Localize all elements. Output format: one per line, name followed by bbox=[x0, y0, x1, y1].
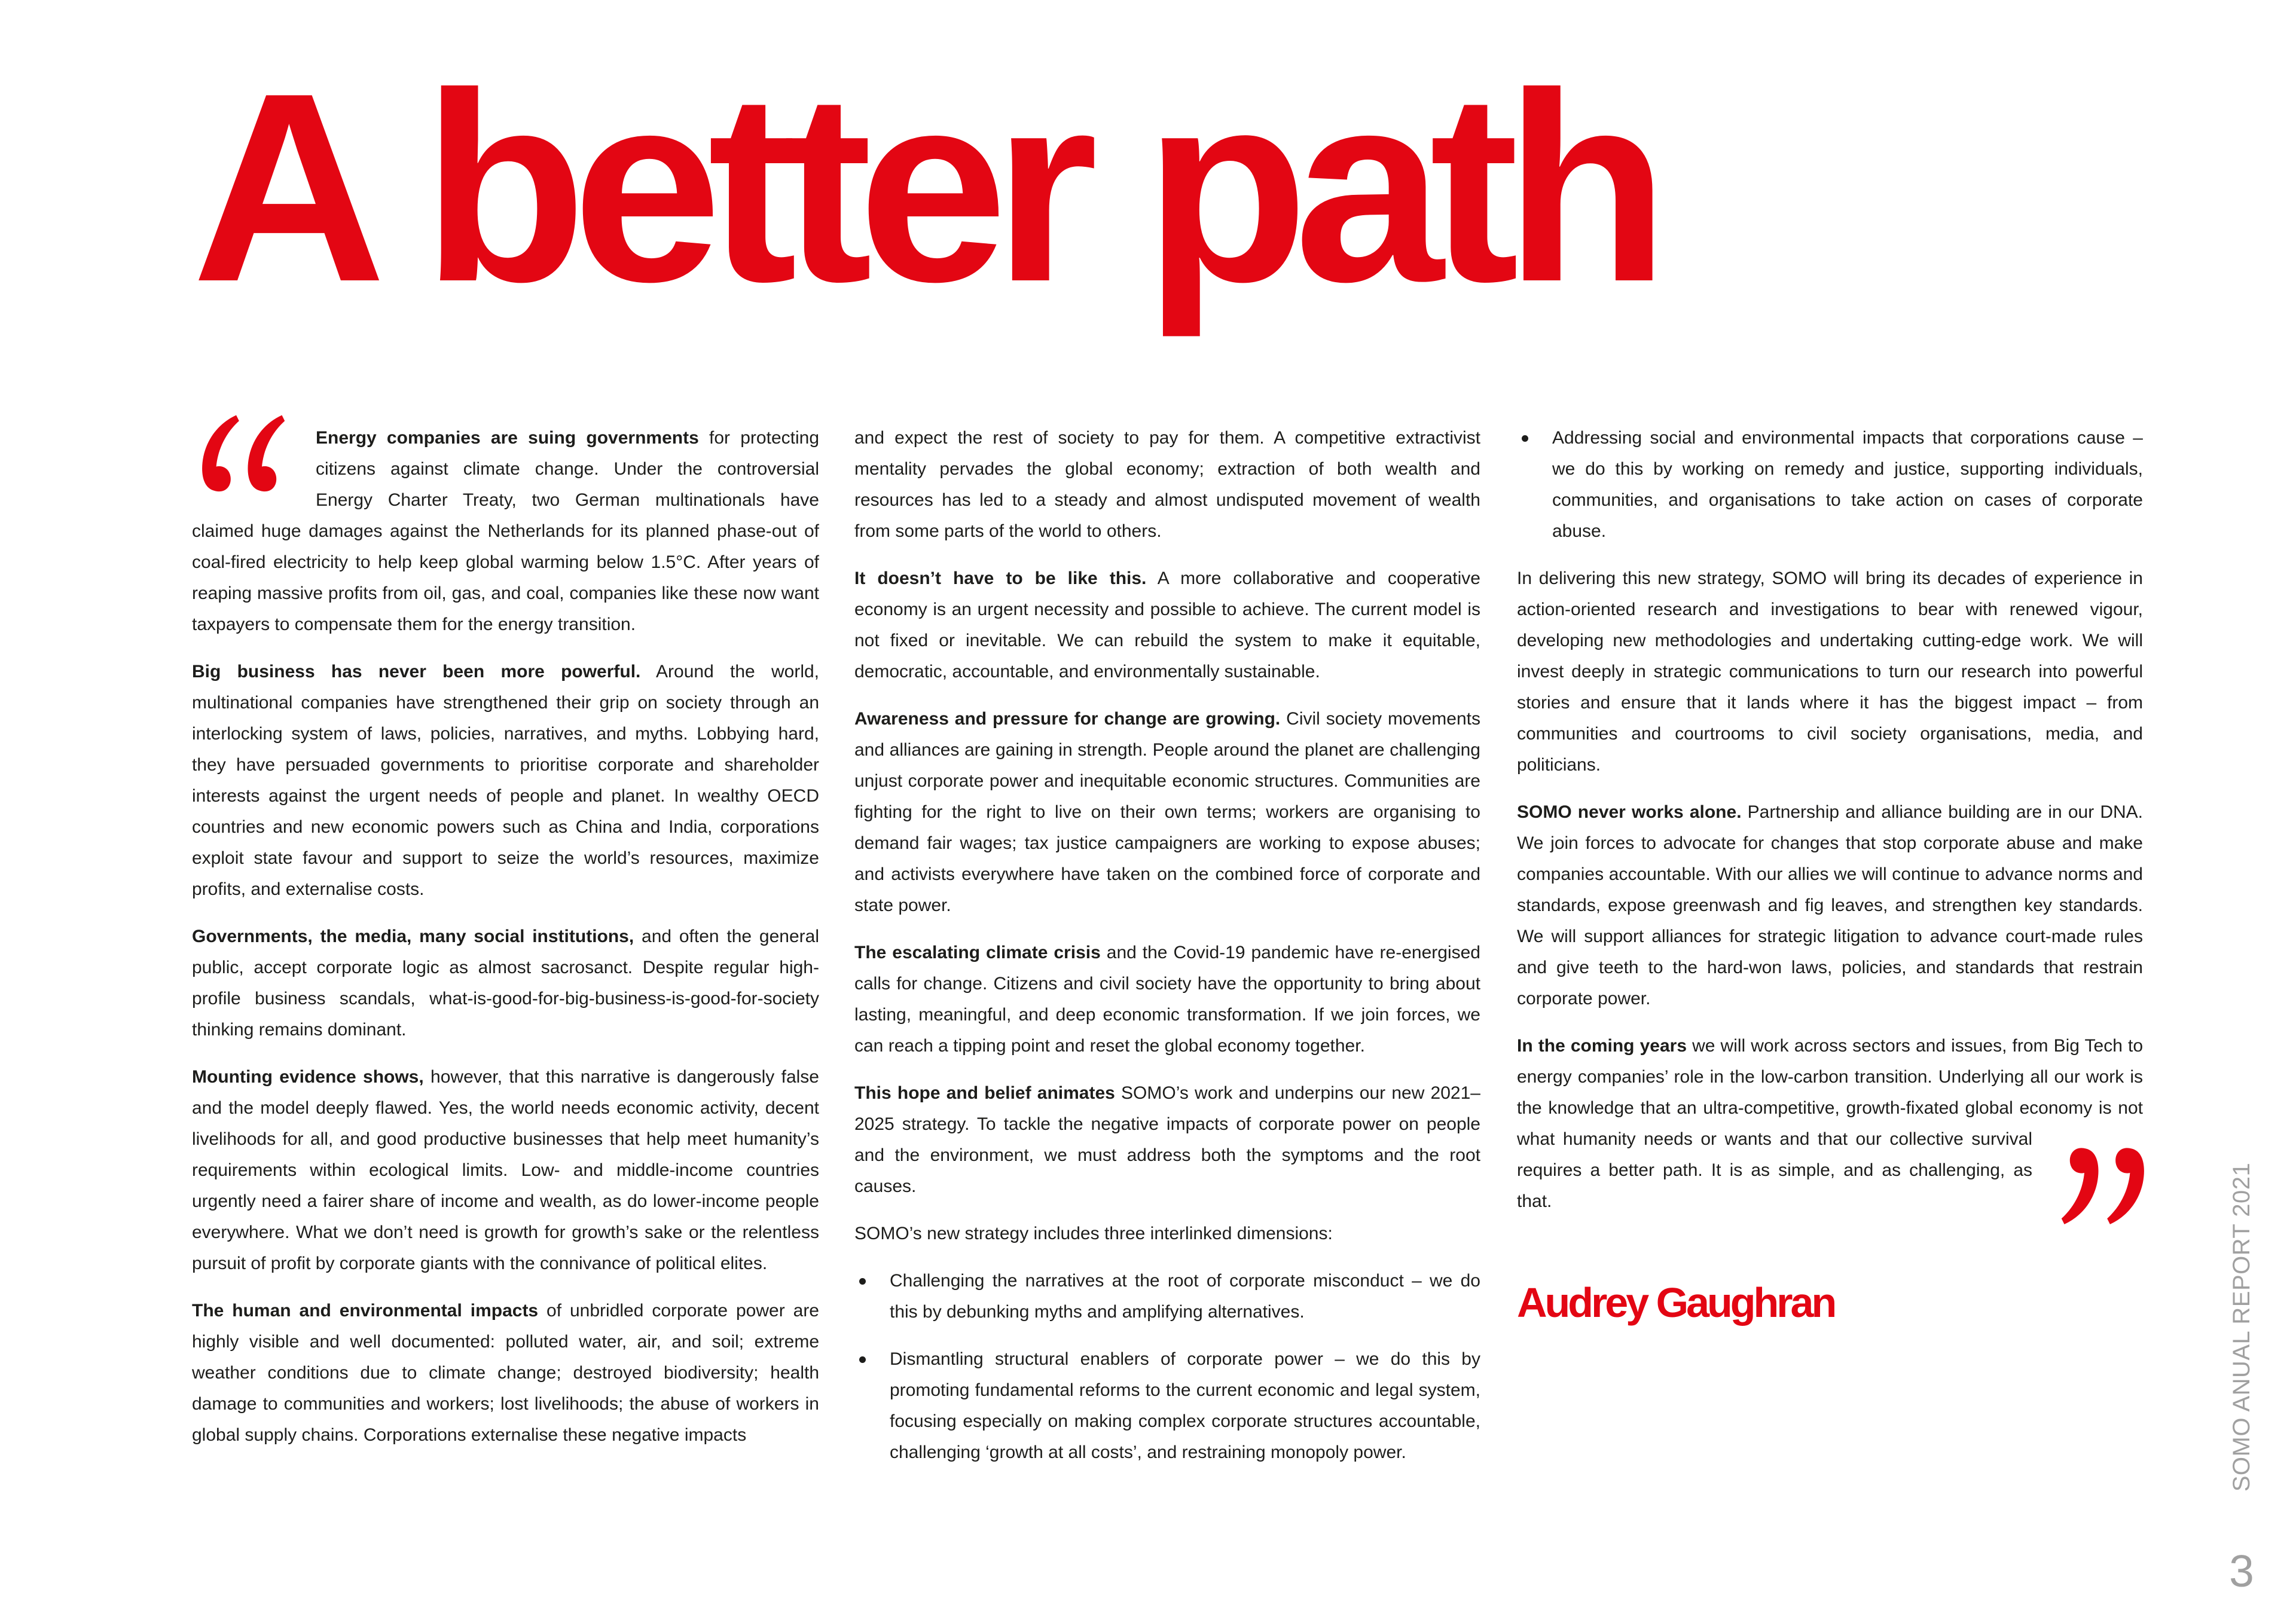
paragraph bbox=[854, 937, 1480, 1062]
paragraph-lead: Mounting evidence shows, bbox=[192, 1067, 424, 1087]
paragraph bbox=[854, 1218, 1480, 1249]
paragraph bbox=[1517, 563, 2143, 781]
paragraph bbox=[1517, 1031, 2143, 1217]
paragraph-lead: In the coming years bbox=[1517, 1036, 1687, 1056]
bullet-icon bbox=[859, 1356, 866, 1363]
paragraph bbox=[192, 423, 819, 640]
paragraph-text: Around the world, multinational companies have strengthened their grip on society through an interlocking system of laws, policies, narratives, and myths. Lobbying hard, they have persuaded governments to prioritise corporate and shareholder interests against the urgent needs of people and planet. In wealthy OECD countries and new economic powers such as China and India, corporations exploit state favour and support to seize the world’s resources, maximize profits, and externalise costs. bbox=[192, 662, 819, 899]
paragraph-text: A more collaborative and cooperative economy is an urgent necessity and possible to achieve. The current model is not fixed or inevitable. We can rebuild the system to make it equitable, democratic, accountable, and environmentally sustainable. bbox=[854, 568, 1480, 681]
paragraph-lead: Awareness and pressure for change are growing. bbox=[854, 709, 1281, 729]
paragraph-lead: This hope and belief animates bbox=[854, 1083, 1115, 1103]
column-3 bbox=[1517, 423, 2143, 1328]
paragraph bbox=[854, 423, 1480, 547]
paragraph bbox=[854, 563, 1480, 687]
paragraph bbox=[192, 656, 819, 905]
paragraph-text: and the Covid-19 pandemic have re-energised calls for change. Citizens and civil society have the opportunity to bring about lasting, meaningful, and deep economic transformation. If we join forces, we can reach a tipping point and reset the global economy together. bbox=[854, 943, 1480, 1056]
column-2 bbox=[854, 423, 1480, 1484]
paragraph-lead: Governments, the media, many social institutions, bbox=[192, 927, 634, 946]
page-number: 3 bbox=[2229, 1546, 2254, 1596]
paragraph bbox=[854, 1078, 1480, 1202]
paragraph-text: of unbridled corporate power are highly visible and well documented: polluted water, air, and soil; extreme weather conditions due to climate change; destroyed biodiversity; health damage to communities and workers; lost livelihoods; the abuse of workers in global supply chains. Corporations externalise these negative impacts bbox=[192, 1301, 819, 1445]
paragraph-text: however, that this narrative is dangerously false and the model deeply flawed. Yes, the world needs economic activity, decent livelihoods for all, and good productive businesses that help meet humanity’s requirements within ecological limits. Low- and middle-income countries urgently need a fairer share of income and wealth, as do lower-income people everywhere. What we don’t need is growth for growth’s sake or the relentless pursuit of profit by corporate giants with the connivance of political elites. bbox=[192, 1067, 819, 1273]
paragraph-text: Partnership and alliance building are in our DNA. We join forces to advocate for changes that stop corporate abuse and make companies accountable. With our allies we will continue to advance norms and standards, expose greenwash and fig leaves, and strengthen key standards. We will support alliances for strategic litigation to advance court-made rules and give teeth to the hard-won laws, policies, and standards that restrain corporate power. bbox=[1517, 802, 2143, 1008]
paragraph-text: Civil society movements and alliances are gaining in strength. People around the planet are challenging unjust corporate power and inequitable economic structures. Communities are fighting for the right to live on their own terms; workers are organising to demand fair wages; tax justice campaigners are working to expose abuses; and activists everywhere have taken on the combined force of corporate and state power. bbox=[854, 709, 1480, 915]
list-item-text: Dismantling structural enablers of corporate power – we do this by promoting fundamental reforms to the current economic and legal system, focusing especially on making complex corporate structures accountable, challenging ‘growth at all costs’, and restraining monopoly power. bbox=[890, 1349, 1480, 1462]
bullet-icon bbox=[1522, 435, 1528, 442]
paragraph bbox=[192, 921, 819, 1046]
list-item-text: Challenging the narratives at the root of corporate misconduct – we do this by debunking myths and amplifying alternatives. bbox=[890, 1271, 1480, 1322]
paragraph-text: SOMO’s new strategy includes three interlinked dimensions: bbox=[854, 1224, 1333, 1243]
paragraph-lead: The escalating climate crisis bbox=[854, 943, 1101, 962]
paragraph-text: we will work across sectors and issues, from Big Tech to energy companies’ role in the low-carbon transition. Underlying all our work is the knowledge that an ultra-competitive, growth-fixated global economy is not what humanity needs or wants and that our collective survival requires a better path. It is as simple, and as challenging, as that. bbox=[1517, 1036, 2144, 1211]
report-side-label: SOMO ANUAL REPORT 2021 bbox=[2228, 1162, 2255, 1492]
bullet-icon bbox=[859, 1278, 866, 1285]
list-item bbox=[854, 1266, 1480, 1328]
paragraph-text: and expect the rest of society to pay for them. A competitive extractivist mentality pervades the global economy; extraction of both wealth and resources has led to a steady and almost undisputed movement of wealth from some parts of the world to others. bbox=[854, 428, 1480, 541]
paragraph bbox=[192, 1062, 819, 1279]
list-item bbox=[1517, 423, 2143, 547]
paragraph-lead: It doesn’t have to be like this. bbox=[854, 568, 1147, 588]
paragraph-text: SOMO’s work and underpins our new 2021–2025 strategy. To tackle the negative impacts of corporate power on people and the environment, we must address both the symptoms and the root causes. bbox=[854, 1083, 1480, 1196]
paragraph-text: for protecting citizens against climate change. Under the controversial Energy Charter Treaty, two German multinationals have claimed huge damages against the Netherlands for its planned phase-out of coal-fired electricity to help keep global warming below 1.5°C. After years of reaping massive profits from oil, gas, and coal, companies like these now want taxpayers to compensate them for the energy transition. bbox=[192, 428, 820, 634]
paragraph-lead: The human and environmental impacts bbox=[192, 1301, 539, 1321]
paragraph bbox=[1517, 797, 2143, 1014]
close-quote-icon bbox=[2032, 1124, 2143, 1217]
open-quote-icon bbox=[192, 423, 316, 516]
list-item-text: Addressing social and environmental impacts that corporations cause – we do this by working on remedy and justice, supporting individuals, communities, and organisations to take action on cases of corporate abuse. bbox=[1552, 428, 2143, 541]
author-signature: Audrey Gaughran bbox=[1517, 1279, 1835, 1326]
bullet-list bbox=[854, 1266, 1480, 1468]
paragraph-lead: Energy companies are suing governments bbox=[316, 428, 699, 448]
page-title: A better path bbox=[192, 38, 1655, 338]
list-item bbox=[854, 1344, 1480, 1468]
paragraph-text: In delivering this new strategy, SOMO will bring its decades of experience in action-oriented research and investigations to bear with renewed vigour, developing new methodologies and undertaking cutting-edge work. We will invest deeply in strategic communications to turn our research into powerful stories and ensure that it lands where it has the biggest impact – from communities and courtrooms to civil society organisations, media, and politicians. bbox=[1517, 568, 2143, 775]
paragraph-lead: SOMO never works alone. bbox=[1517, 802, 1742, 822]
paragraph bbox=[854, 704, 1480, 921]
paragraph-text: and often the general public, accept corporate logic as almost sacrosanct. Despite regular high-profile business scandals, what-is-good-for-big-business-is-good-for-society thinking remains dominant. bbox=[192, 927, 819, 1040]
column-1 bbox=[192, 423, 819, 1467]
paragraph bbox=[192, 1295, 819, 1451]
paragraph-lead: Big business has never been more powerful. bbox=[192, 662, 641, 681]
bullet-list bbox=[1517, 423, 2143, 547]
